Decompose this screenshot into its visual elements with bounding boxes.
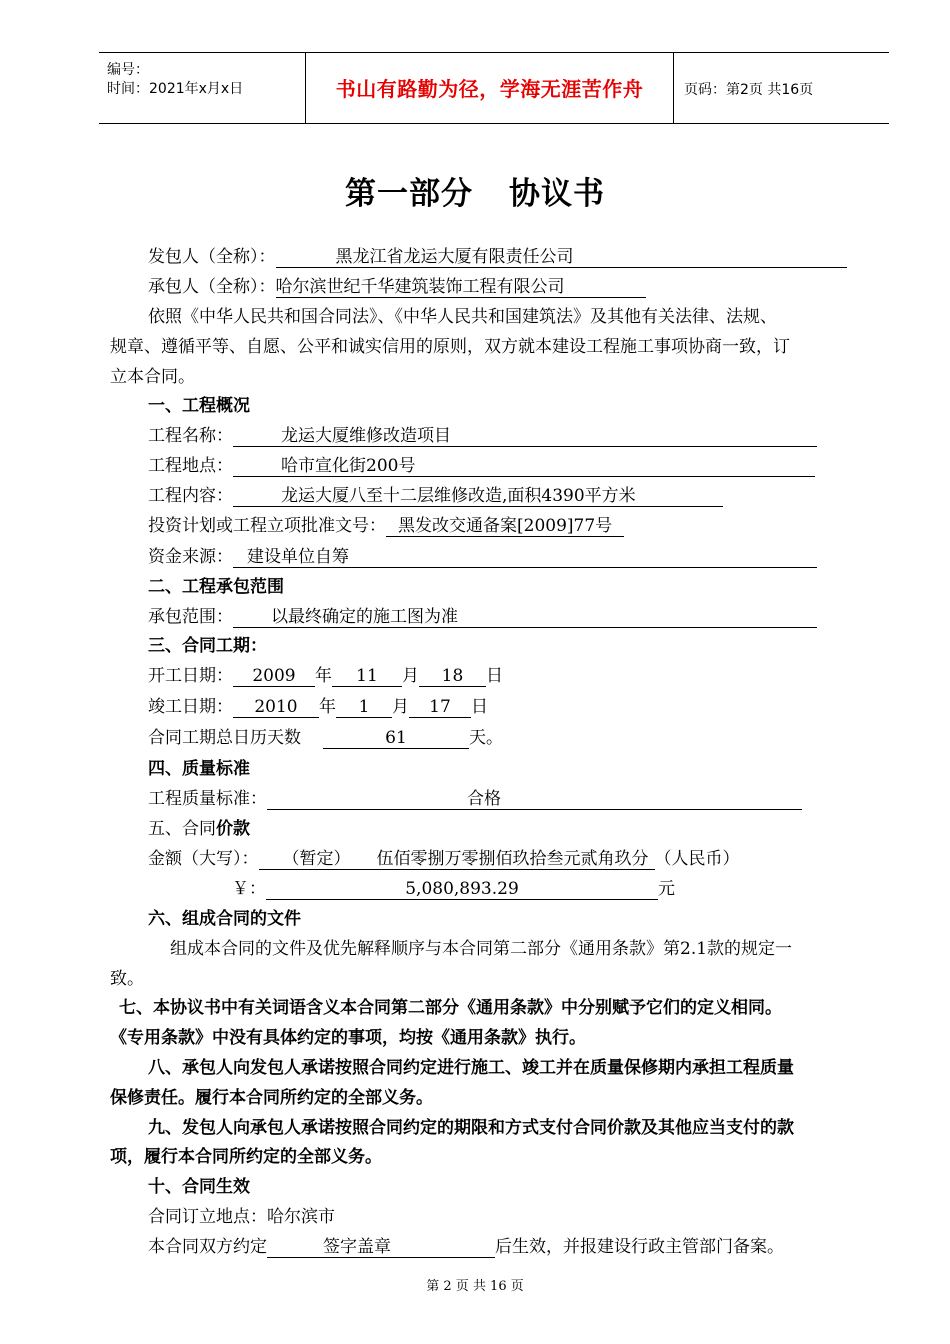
- employer-label: 发包人（全称）：: [148, 247, 276, 267]
- section-4-heading: 四、质量标准: [148, 759, 250, 779]
- end-month: 1: [336, 698, 392, 718]
- motto: 书山有路勤为径，学海无涯苦作舟: [335, 77, 644, 101]
- section-7-line-1: 七、本协议书中有关词语含义本合同第二部分《通用条款》中分别赋予它们的定义相同。: [119, 998, 782, 1018]
- fund-source-label: 资金来源：: [148, 547, 233, 567]
- amount-words-value: （暂定） 伍佰零捌万零捌佰玖拾叁元贰角玖分: [259, 850, 655, 870]
- intro-line-2: 规章、遵循平等、自愿、公平和诚实信用的原则，双方就本建设工程施工事项协商一致，订: [110, 337, 790, 357]
- employer-value: 黑龙江省龙运大厦有限责任公司: [276, 248, 847, 268]
- start-year: 2009: [233, 667, 315, 687]
- approval-value: 黑发改交通备案[2009]77号: [386, 517, 624, 537]
- amount-label: 金额（大写）：: [148, 849, 259, 869]
- start-day: 18: [419, 667, 486, 687]
- end-year: 2010: [233, 698, 319, 718]
- contractor-value: 哈尔滨世纪千华建筑装饰工程有限公司: [276, 278, 646, 298]
- scope-value: 以最终确定的施工图为准: [233, 608, 817, 628]
- signing-place-label: 合同订立地点：: [148, 1207, 267, 1227]
- fund-source-value: 建设单位自筹: [233, 548, 817, 568]
- project-site-label: 工程地点：: [148, 456, 233, 476]
- fund-source-row: [148, 546, 817, 568]
- effect-tail: 后生效，并报建设行政主管部门备案。: [495, 1237, 784, 1257]
- title-name: 协议书: [509, 176, 605, 212]
- project-site-row: [148, 455, 815, 477]
- time-label: 时间：2021年x月x日: [107, 81, 244, 97]
- header-middle-cell: [306, 53, 674, 123]
- header-left-cell: [99, 53, 306, 123]
- amount-number-row: ￥： 5,080,893.29 元: [232, 879, 675, 899]
- quality-label: 工程质量标准：: [148, 789, 267, 809]
- effect-value: 签字盖章: [267, 1238, 495, 1258]
- start-month: 11: [332, 667, 402, 687]
- employer-row: [148, 246, 847, 268]
- section-1-heading: 一、工程概况: [148, 396, 250, 416]
- end-day: 17: [409, 698, 471, 718]
- contractor-row: [148, 276, 646, 298]
- header-right-cell: [674, 53, 889, 123]
- effect-row: [148, 1236, 784, 1258]
- project-name-label: 工程名称：: [148, 426, 233, 446]
- page-info: 页码：第2页 共16页: [684, 82, 814, 98]
- page-title: [0, 168, 950, 213]
- project-content-label: 工程内容：: [148, 486, 233, 506]
- section-2-heading: 二、工程承包范围: [148, 577, 284, 597]
- start-date-label: 开工日期：: [148, 666, 233, 686]
- duration-value: 61: [323, 729, 469, 749]
- duration-label: 合同工期总日历天数: [148, 728, 301, 748]
- quality-value: 合格: [267, 790, 802, 810]
- duration-row: 合同工期总日历天数 61 天。: [148, 728, 503, 748]
- page-header: [99, 52, 889, 124]
- signing-place-value: 哈尔滨市: [267, 1207, 335, 1227]
- number-label: 编号：: [107, 62, 149, 78]
- section-9-line-1: 九、发包人向承包人承诺按照合同约定的期限和方式支付合同价款及其他应当支付的款: [148, 1118, 794, 1138]
- effect-label: 本合同双方约定: [148, 1237, 267, 1257]
- page-footer: 第 2 页 共 16 页: [426, 1279, 524, 1294]
- amount-number-value: 5,080,893.29: [266, 880, 658, 900]
- section-6-line-1: 组成本合同的文件及优先解释顺序与本合同第二部分《通用条款》第2.1款的规定一: [170, 939, 793, 959]
- project-name-row: [148, 425, 817, 447]
- start-date-row: 开工日期： 2009 年 11 月 18 日: [148, 666, 503, 686]
- scope-label: 承包范围：: [148, 607, 233, 627]
- section-3-heading: 三、合同工期：: [148, 636, 267, 656]
- project-name-value: 龙运大厦维修改造项目: [233, 427, 817, 447]
- section-5-heading: 五、合同价款: [148, 819, 250, 839]
- project-site-value: 哈市宣化街200号: [233, 457, 815, 477]
- section-8-line-2: 保修责任。履行本合同所约定的全部义务。: [110, 1088, 433, 1108]
- intro-line-3: 立本合同。: [110, 367, 195, 387]
- approval-label: 投资计划或工程立项批准文号：: [148, 516, 386, 536]
- section-9-line-2: 项，履行本合同所约定的全部义务。: [110, 1147, 382, 1167]
- amount-words-row: 金额（大写）： （暂定） 伍佰零捌万零捌佰玖拾叁元贰角玖分 （人民币）: [148, 849, 740, 869]
- scope-row: [148, 606, 817, 628]
- section-8-line-1: 八、承包人向发包人承诺按照合同约定进行施工、竣工并在质量保修期内承担工程质量: [148, 1058, 794, 1078]
- quality-row: [148, 788, 802, 810]
- section-6-heading: 六、组成合同的文件: [148, 909, 301, 929]
- title-part: 第一部分: [345, 176, 473, 212]
- end-date-label: 竣工日期：: [148, 697, 233, 717]
- section-6-line-2: 致。: [110, 969, 144, 989]
- signing-place-row: [148, 1206, 335, 1228]
- intro-line-1: 依照《中华人民共和国合同法》、《中华人民共和国建筑法》及其他有关法律、法规、: [148, 307, 777, 327]
- project-content-row: [148, 485, 723, 507]
- approval-row: [148, 515, 624, 537]
- section-10-heading: 十、合同生效: [148, 1177, 250, 1197]
- end-date-row: 竣工日期： 2010 年 1 月 17 日: [148, 697, 488, 717]
- project-content-value: 龙运大厦八至十二层维修改造,面积4390平方米: [233, 487, 723, 507]
- section-7-line-2: 《专用条款》中没有具体约定的事项，均按《通用条款》执行。: [110, 1028, 586, 1048]
- contractor-label: 承包人（全称）：: [148, 277, 276, 297]
